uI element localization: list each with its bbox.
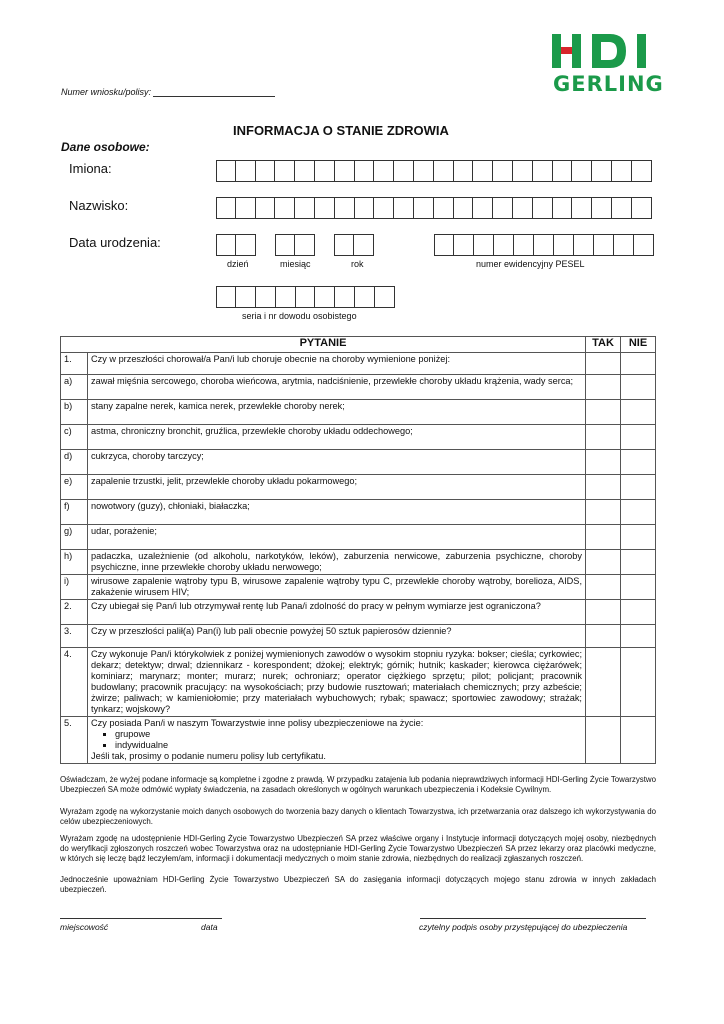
char-box[interactable] bbox=[553, 160, 573, 182]
char-box[interactable] bbox=[275, 234, 295, 256]
char-box[interactable] bbox=[473, 160, 493, 182]
table-row bbox=[61, 550, 656, 575]
no-checkbox[interactable] bbox=[621, 475, 656, 500]
birth-year-boxes[interactable] bbox=[334, 234, 374, 256]
char-box[interactable] bbox=[355, 160, 375, 182]
section-title: Dane osobowe: bbox=[61, 140, 150, 154]
birth-month-boxes[interactable] bbox=[275, 234, 315, 256]
question-text: cukrzyca, choroby tarczycy; bbox=[88, 450, 586, 475]
char-box[interactable] bbox=[434, 160, 454, 182]
question-text: wirusowe zapalenie wątroby typu B, wirusowe zapalenie wątroby typu C, przewlekłe choroby wątroby, borelioza, AIDS, zakażenie wirusem HIV; bbox=[88, 575, 586, 600]
no-column-header: NIE bbox=[621, 337, 656, 353]
last-name-boxes[interactable] bbox=[216, 197, 652, 219]
char-box[interactable] bbox=[434, 197, 454, 219]
char-box[interactable] bbox=[612, 160, 632, 182]
char-box[interactable] bbox=[295, 197, 315, 219]
declaration-2: Wyrażam zgodę na wykorzystanie moich danych osobowych do tworzenia bazy danych o klientach Towarzystwa, ich przetwarzania oraz dalszego ich wykorzystywania do celów ubezpieczeniowych. bbox=[60, 807, 656, 826]
id-card-boxes[interactable] bbox=[216, 286, 395, 308]
char-box[interactable] bbox=[572, 160, 592, 182]
char-box[interactable] bbox=[614, 234, 634, 256]
declaration-3: Wyrażam zgodę na udostępnienie HDI-Gerling Życie Towarzystwo Ubezpieczeń SA przez właściwe organy i Instytucje informacji dotyczących mojej osoby, niezbędnych do weryfikacji zgłoszonych roszczeń wobec Towarzystwa oraz na udostępnianie HDI-Gerling Życie Towarzystwo Ubezpieczeń SA przez lekarzy oraz placówki medyczne, w których się leczę bądź leczyłem/am, informacji i dokumentacji medycznych o moim stanie zdrowia, niezbędnych do realizacji zgłaszanych roszczeń. bbox=[60, 834, 656, 863]
char-box[interactable] bbox=[375, 286, 395, 308]
no-checkbox[interactable] bbox=[621, 425, 656, 450]
char-box[interactable] bbox=[553, 197, 573, 219]
table-row bbox=[61, 600, 656, 625]
char-box[interactable] bbox=[554, 234, 574, 256]
policy-number-field[interactable] bbox=[61, 86, 275, 97]
no-checkbox[interactable] bbox=[621, 450, 656, 475]
table-row bbox=[61, 648, 656, 717]
day-caption: dzień bbox=[227, 259, 249, 269]
date-caption: data bbox=[201, 922, 218, 932]
char-box[interactable] bbox=[514, 234, 534, 256]
no-checkbox[interactable] bbox=[621, 575, 656, 600]
yes-checkbox[interactable] bbox=[586, 425, 621, 450]
option-group: ▪ grupowe bbox=[115, 729, 582, 740]
no-checkbox[interactable] bbox=[621, 375, 656, 400]
char-box[interactable] bbox=[275, 160, 295, 182]
policy-number-label: Numer wniosku/polisy: bbox=[61, 87, 152, 97]
question-number: c) bbox=[61, 425, 88, 450]
birth-date-label: Data urodzenia: bbox=[69, 235, 161, 250]
char-box[interactable] bbox=[335, 197, 355, 219]
yes-checkbox[interactable] bbox=[586, 450, 621, 475]
char-box[interactable] bbox=[513, 160, 533, 182]
table-row bbox=[61, 525, 656, 550]
yes-checkbox[interactable] bbox=[586, 475, 621, 500]
question-number: g) bbox=[61, 525, 88, 550]
question-number: a) bbox=[61, 375, 88, 400]
hdi-gerling-logo bbox=[552, 34, 662, 100]
char-box[interactable] bbox=[394, 197, 414, 219]
char-box[interactable] bbox=[454, 160, 474, 182]
char-box[interactable] bbox=[236, 160, 256, 182]
char-box[interactable] bbox=[394, 160, 414, 182]
question-text: nowotwory (guzy), chłoniaki, białaczka; bbox=[88, 500, 586, 525]
char-box[interactable] bbox=[256, 286, 276, 308]
question-number: h) bbox=[61, 550, 88, 575]
char-box[interactable] bbox=[533, 197, 553, 219]
last-name-label: Nazwisko: bbox=[69, 198, 129, 213]
question-text: Czy w przeszłości palił(a) Pan(i) lub pali obecnie powyżej 50 sztuk papierosów dziennie? bbox=[88, 625, 586, 648]
no-checkbox[interactable] bbox=[621, 625, 656, 648]
question-text: Czy ubiegał się Pan/i lub otrzymywał rentę lub Pana/i zdolność do pracy w pełnym wymiarze jest ograniczona? bbox=[88, 600, 586, 625]
question-5-note: Jeśli tak, prosimy o podanie numeru polisy lub certyfikatu. bbox=[91, 751, 326, 761]
char-box[interactable] bbox=[315, 197, 335, 219]
yes-column-header: TAK bbox=[586, 337, 621, 353]
table-row bbox=[61, 625, 656, 648]
char-box[interactable] bbox=[374, 160, 394, 182]
char-box[interactable] bbox=[315, 286, 335, 308]
signature-line[interactable] bbox=[420, 918, 646, 919]
question-number: f) bbox=[61, 500, 88, 525]
table-row bbox=[61, 717, 656, 764]
question-text: Czy w przeszłości chorował/a Pan/i lub choruje obecnie na choroby wymienione poniżej: bbox=[88, 353, 586, 375]
char-box[interactable] bbox=[216, 160, 236, 182]
char-box[interactable] bbox=[354, 234, 374, 256]
question-text bbox=[88, 717, 586, 764]
char-box[interactable] bbox=[632, 160, 652, 182]
char-box[interactable] bbox=[355, 197, 375, 219]
table-row bbox=[61, 575, 656, 600]
question-number: b) bbox=[61, 400, 88, 425]
char-box[interactable] bbox=[454, 197, 474, 219]
no-checkbox[interactable] bbox=[621, 717, 656, 764]
declaration-1: Oświadczam, że wyżej podane informacje są kompletne i zgodne z prawdą. W przypadku zatajenia lub podania nieprawdziwych informacji HDI-Gerling Życie Towarzystwo Ubezpieczeń SA może odmówić wypłaty świadczenia, na zasadach określonych w ogólnych warunkach ubezpieczenia i Kodeksie Cywilnym. bbox=[60, 775, 656, 794]
char-box[interactable] bbox=[236, 197, 256, 219]
gerling-wordmark: GERLING bbox=[553, 72, 664, 96]
char-box[interactable] bbox=[634, 234, 654, 256]
option-individual: ▪ indywidualne bbox=[115, 740, 582, 751]
yes-checkbox[interactable] bbox=[586, 648, 621, 717]
page-title: INFORMACJA O STANIE ZDROWIA bbox=[233, 123, 449, 138]
char-box[interactable] bbox=[494, 234, 514, 256]
health-questions-table bbox=[60, 336, 656, 764]
question-text: padaczka, uzależnienie (od alkoholu, narkotyków, leków), zaburzenia nerwicowe, zaburzenia psychiczne, choroby psychiczne, inne przewlekłe choroby układu nerwowego; bbox=[88, 550, 586, 575]
id-card-caption: seria i nr dowodu osobistego bbox=[242, 311, 357, 321]
char-box[interactable] bbox=[216, 286, 236, 308]
table-header-row bbox=[61, 337, 656, 353]
char-box[interactable] bbox=[236, 234, 256, 256]
yes-checkbox[interactable] bbox=[586, 717, 621, 764]
place-caption: miejscowość bbox=[60, 922, 109, 932]
yes-checkbox[interactable] bbox=[586, 575, 621, 600]
policy-number-line[interactable] bbox=[153, 86, 275, 97]
table-row bbox=[61, 400, 656, 425]
char-box[interactable] bbox=[414, 197, 434, 219]
char-box[interactable] bbox=[335, 286, 355, 308]
table-row bbox=[61, 425, 656, 450]
char-box[interactable] bbox=[513, 197, 533, 219]
char-box[interactable] bbox=[315, 160, 335, 182]
char-box[interactable] bbox=[594, 234, 614, 256]
pesel-boxes[interactable] bbox=[434, 234, 654, 256]
no-checkbox[interactable] bbox=[621, 648, 656, 717]
char-box[interactable] bbox=[632, 197, 652, 219]
question-text: Czy wykonuje Pan/i którykolwiek z poniżej wymienionych zawodów o wysokim stopniu ryzyka: bokser; cieśla; cyrkowiec; dekarz; detektyw; drwal; dziennikarz - korespondent; dżokej; elektryk; górnik; hutnik; kaskader; kierowca ciężarówek; kominiarz; marynarz; monter; murarz; nurek; ochroniarz; operator ciężkiego sprzętu; pilot; policjant; pracownik budowlany; pracownik pracujący: na wysokościach; przy budowie rusztowań; materiałach chemicznych; przy azbeście; żwirze; paliwach; w kamieniołomie; przy materiałach wybuchowych; rybak; spawacz; sportowiec zawodowy; strażak; tynkarz; wojskowy? bbox=[88, 648, 586, 717]
question-text: astma, chroniczny bronchit, gruźlica, przewlekłe choroby układu oddechowego; bbox=[88, 425, 586, 450]
char-box[interactable] bbox=[216, 197, 236, 219]
signature-caption: czytelny podpis osoby przystępującej do ubezpieczenia bbox=[419, 922, 628, 932]
declaration-4: Jednocześnie upoważniam HDI-Gerling Życie Towarzystwo Ubezpieczeń SA do zasięgania informacji dotyczących mojego stanu zdrowia w innych zakładach ubezpieczeń. bbox=[60, 875, 656, 894]
no-checkbox[interactable] bbox=[621, 400, 656, 425]
char-box[interactable] bbox=[533, 160, 553, 182]
char-box[interactable] bbox=[236, 286, 256, 308]
question-number: 4. bbox=[61, 648, 88, 717]
question-number: 2. bbox=[61, 600, 88, 625]
char-box[interactable] bbox=[534, 234, 554, 256]
yes-checkbox[interactable] bbox=[586, 500, 621, 525]
char-box[interactable] bbox=[276, 286, 296, 308]
first-names-boxes[interactable] bbox=[216, 160, 652, 182]
table-row bbox=[61, 375, 656, 400]
char-box[interactable] bbox=[334, 234, 354, 256]
no-checkbox[interactable] bbox=[621, 500, 656, 525]
char-box[interactable] bbox=[574, 234, 594, 256]
yes-checkbox[interactable] bbox=[586, 600, 621, 625]
table-row bbox=[61, 475, 656, 500]
yes-checkbox[interactable] bbox=[586, 400, 621, 425]
char-box[interactable] bbox=[414, 160, 434, 182]
char-box[interactable] bbox=[256, 197, 276, 219]
yes-checkbox[interactable] bbox=[586, 625, 621, 648]
birth-day-boxes[interactable] bbox=[216, 234, 256, 256]
no-checkbox[interactable] bbox=[621, 353, 656, 375]
char-box[interactable] bbox=[296, 286, 316, 308]
question-text: stany zapalne nerek, kamica nerek, przewlekłe choroby nerek; bbox=[88, 400, 586, 425]
char-box[interactable] bbox=[335, 160, 355, 182]
question-column-header: PYTANIE bbox=[61, 337, 586, 353]
question-number: e) bbox=[61, 475, 88, 500]
year-caption: rok bbox=[351, 259, 364, 269]
char-box[interactable] bbox=[355, 286, 375, 308]
question-number: d) bbox=[61, 450, 88, 475]
yes-checkbox[interactable] bbox=[586, 375, 621, 400]
char-box[interactable] bbox=[454, 234, 474, 256]
question-text: zawał mięśnia sercowego, choroba wieńcowa, arytmia, nadciśnienie, przewlekłe choroby układu krążenia, wady serca; bbox=[88, 375, 586, 400]
char-box[interactable] bbox=[474, 234, 494, 256]
question-number: i) bbox=[61, 575, 88, 600]
char-box[interactable] bbox=[256, 160, 276, 182]
question-number: 1. bbox=[61, 353, 88, 375]
no-checkbox[interactable] bbox=[621, 525, 656, 550]
yes-checkbox[interactable] bbox=[586, 550, 621, 575]
no-checkbox[interactable] bbox=[621, 550, 656, 575]
char-box[interactable] bbox=[295, 234, 315, 256]
char-box[interactable] bbox=[295, 160, 315, 182]
question-5-text: Czy posiada Pan/i w naszym Towarzystwie inne polisy ubezpieczeniowe na życie: bbox=[91, 718, 424, 728]
char-box[interactable] bbox=[572, 197, 592, 219]
char-box[interactable] bbox=[592, 197, 612, 219]
char-box[interactable] bbox=[473, 197, 493, 219]
hdi-logo-icon bbox=[552, 34, 660, 68]
char-box[interactable] bbox=[374, 197, 394, 219]
pesel-caption: numer ewidencyjny PESEL bbox=[476, 259, 585, 269]
table-row bbox=[61, 450, 656, 475]
table-row bbox=[61, 500, 656, 525]
policy-type-options bbox=[91, 729, 582, 751]
question-text: zapalenie trzustki, jelit, przewlekłe choroby układu pokarmowego; bbox=[88, 475, 586, 500]
yes-checkbox[interactable] bbox=[586, 525, 621, 550]
char-box[interactable] bbox=[612, 197, 632, 219]
char-box[interactable] bbox=[434, 234, 454, 256]
first-names-label: Imiona: bbox=[69, 161, 112, 176]
question-number: 3. bbox=[61, 625, 88, 648]
question-text: udar, porażenie; bbox=[88, 525, 586, 550]
month-caption: miesiąc bbox=[280, 259, 311, 269]
char-box[interactable] bbox=[493, 160, 513, 182]
yes-checkbox[interactable] bbox=[586, 353, 621, 375]
char-box[interactable] bbox=[275, 197, 295, 219]
char-box[interactable] bbox=[493, 197, 513, 219]
question-number: 5. bbox=[61, 717, 88, 764]
char-box[interactable] bbox=[216, 234, 236, 256]
char-box[interactable] bbox=[592, 160, 612, 182]
place-date-line[interactable] bbox=[60, 918, 222, 919]
table-row bbox=[61, 353, 656, 375]
no-checkbox[interactable] bbox=[621, 600, 656, 625]
